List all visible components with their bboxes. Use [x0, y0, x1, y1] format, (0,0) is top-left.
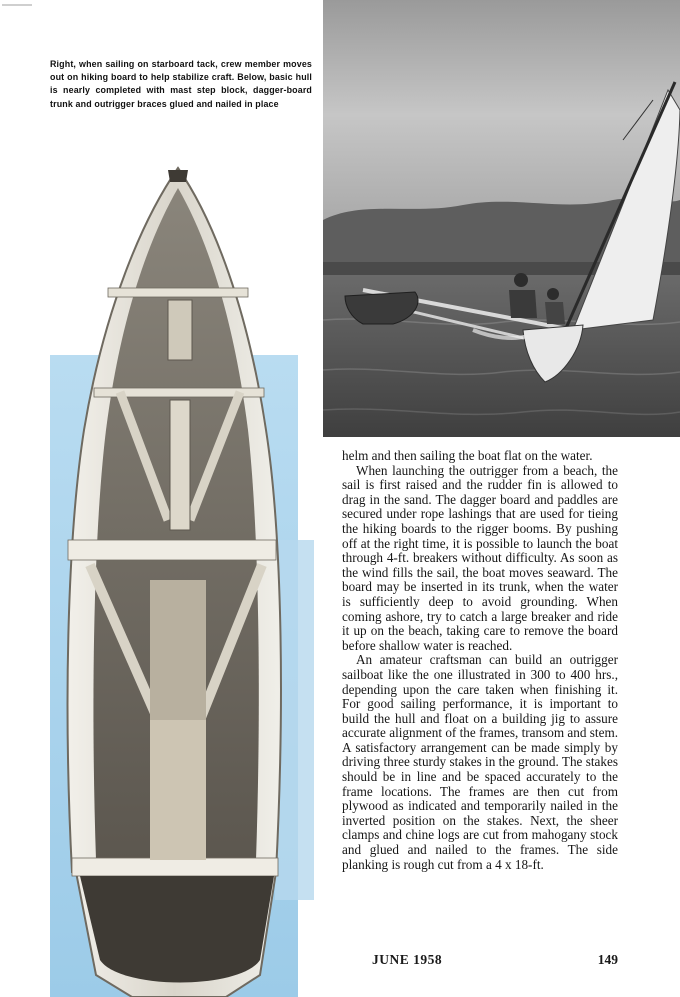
issue-date: JUNE 1958: [372, 952, 443, 967]
bow-tip: [168, 170, 188, 182]
scan-mark: [2, 4, 32, 6]
article-body: [342, 449, 618, 872]
frame-3: [68, 540, 276, 560]
frame-4: [72, 858, 278, 876]
article-paragraph: helm and then sailing the boat flat on the water.: [342, 448, 593, 463]
photo-caption: Right, when sailing on starboard tack, crew member moves out on hiking board to help stabilize craft. Below, basic hull is nearly completed with mast step block, dagger-board trunk and outrigger braces glued and nailed in place: [50, 59, 312, 109]
crew-member-1: [514, 273, 528, 287]
article-paragraph: An amateur craftsman can build an outrigger sailboat like the one illustrated in 300 to 400 hrs., depending upon the care taken when finishing it. For good sailing performance, it is important to build the hull and float on a building jig to assure accurate alignment of the frames, transom and stem. A satisfactory arrangement can be made simply by driving three sturdy stakes in the ground. The stakes should be in line and be spaced accurately to the frame locations. The frames are then cut from plywood as indicated and temporarily nailed in the inverted position on the stakes. Next, the sheer clamps and chine logs are cut from mahogany stock and glued and nailed to the frames. The side planking is rough cut from a 4 x 18-ft.: [342, 652, 618, 872]
mast-step-block: [168, 300, 192, 360]
sailing-photo: [323, 0, 680, 437]
page-number: 149: [597, 952, 618, 967]
dagger-board-trunk: [170, 400, 190, 530]
crew-member-2: [547, 288, 559, 300]
article-paragraph: When launching the outrigger from a beach, the sail is first raised and the rudder fin is allowed to drag in the sand. The dagger board and paddles are secured under rope lashings that are used for tieing the hiking boards to the rigger booms. By pushing off at the right time, it is possible to launch the boat through 4-ft. breakers without difficulty. As soon as the wind fills the sail, the boat moves seaward. The board may be inserted in its trunk, when the water is sufficiently deep to avoid grounding. When coming ashore, try to catch a large breaker and ride it up on the beach, taking care to remove the board before shallow water is reached.: [342, 462, 618, 653]
frame-1: [108, 288, 248, 297]
hull-photo: [50, 160, 314, 997]
